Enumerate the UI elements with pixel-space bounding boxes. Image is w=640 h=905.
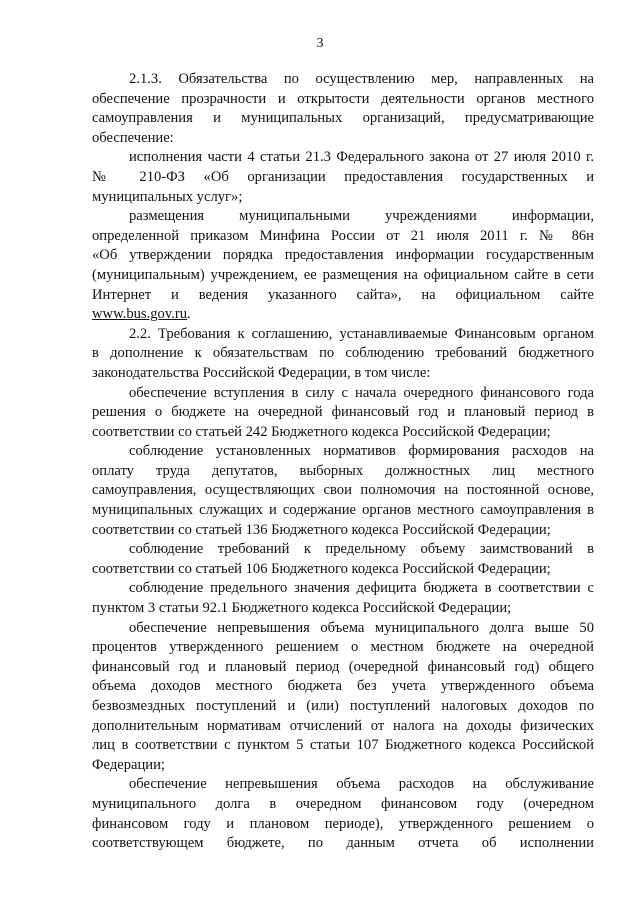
paragraph-2-2 [92,325,594,384]
text-line: обеспечение вступления в силу с начала очередного финансового года [129,384,594,401]
text-line: финансовом году и плановом периоде), утвержденного решением о [92,815,594,832]
text-line: в дополнение к обязательствам по соблюдению требований бюджетного [92,345,594,362]
text-line: исполнения части 4 статьи 21.3 Федерального закона от 27 июля 2010 г. [129,149,594,166]
text-line: соответствии со статьей 106 Бюджетного кодекса Российской Федерации; [92,560,551,577]
paragraph-2-1-3 [92,70,594,148]
text-line: обеспечение непревышения объема расходов на обслуживание [129,776,594,793]
text-line: Федерации; [92,756,165,773]
text-line: самоуправления, осуществляющих свои полномочия на постоянной основе, [92,482,594,499]
text-line: муниципального долга в очередном финансовом году (очередном [92,795,594,812]
text-line [92,305,594,325]
text-line: муниципальных служащих и содержание органов местного самоуправления в [92,502,594,519]
text-line: обеспечение: [92,129,174,146]
text-line: безвозмездных поступлений и (или) поступлений налоговых доходов по [92,698,594,714]
page-number: 3 [316,36,324,51]
paragraph-item [92,579,594,618]
text-line: объема доходов местного бюджета без учета утвержденного объема [92,678,594,695]
text-line: 2.2. Требования к соглашению, устанавливаемые Финансовым органом [129,325,594,342]
text-line: обеспечение непревышения объема муниципального долга выше 50 [129,619,594,636]
text-line: (муниципальным) учреждением, ее размещения на официальном сайте в сети [92,266,594,283]
text-line: соответствии со статьей 242 Бюджетного кодекса Российской Федерации; [92,423,551,440]
paragraph-item [92,148,594,207]
text-line: соблюдение установленных нормативов формирования расходов на [129,443,594,460]
text-line: самоуправления и муниципальных организаций, предусматривающие [92,110,594,127]
text-line: определенной приказом Минфина России от 21 июля 2011 г. № 86н [92,227,594,244]
text-line: пунктом 3 статьи 92.1 Бюджетного кодекса Российской Федерации; [92,600,512,617]
text-line: «Об утверждении порядка предоставления информации государственным [92,247,594,264]
paragraph-item [92,207,594,325]
text-line: соблюдение требований к предельному объему заимствований в [129,541,594,558]
text-line: соответствии со статьей 136 Бюджетного кодекса Российской Федерации; [92,521,551,538]
text-line: оплату труда депутатов, выборных должностных лиц местного [92,462,594,479]
text-line: финансовый год и плановый период (очередной финансовый год) общего [92,658,594,675]
text-line: 2.1.3. Обязательства по осуществлению мер, направленных на [129,71,594,87]
text-line: Интернет и ведения указанного сайта», на официальном сайте [92,286,594,303]
link-suffix: . [187,306,191,323]
paragraph-item [92,775,594,853]
text-line: лиц в соответствии с пунктом 5 статьи 107 Бюджетного кодекса Российской [92,737,594,754]
paragraph-item [92,384,594,443]
text-line: муниципальных услуг»; [92,188,243,205]
text-line: соблюдение предельного значения дефицита бюджета в соответствии с [129,580,594,597]
text-line: обеспечение прозрачности и открытости деятельности органов местного [92,90,594,107]
document-body [92,70,594,854]
text-line: № 210-ФЗ «Об организации предоставления государственных и [92,168,594,185]
text-line: законодательства Российской Федерации, в том числе: [92,364,431,381]
text-line: процентов утвержденного решением о местном бюджете на очередной [92,639,594,656]
bus-gov-link[interactable]: www.bus.gov.ru [92,306,187,323]
text-line: размещения муниципальными учреждениями информации, [129,208,594,225]
text-line: дополнительным нормативам отчислений от налога на доходы физических [92,717,594,734]
paragraph-item [92,540,594,579]
paragraph-item [92,442,594,540]
text-line: соответствующем бюджете, по данным отчета об исполнении [92,835,594,852]
paragraph-item [92,619,594,776]
text-line: решения о бюджете на очередной финансовый год и плановый период в [92,404,594,421]
